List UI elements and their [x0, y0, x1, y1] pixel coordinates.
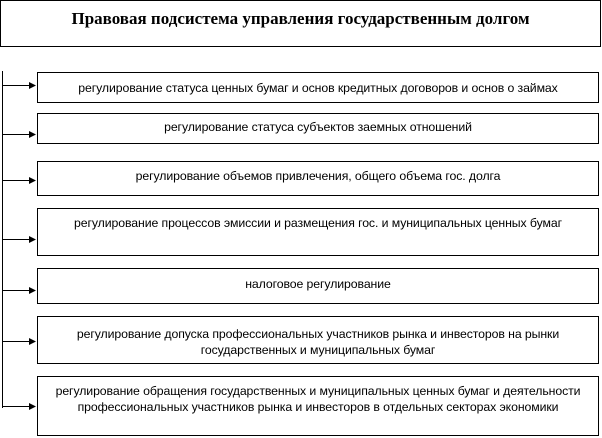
- regulation-item-label: регулирование обращения государственных и муниципальных ценных бумаг и деятельности профессиональных участников рынка и инвесторов в отдельных секторах экономики: [55, 384, 581, 414]
- arrow-icon: [2, 402, 36, 411]
- regulation-item-5: [37, 268, 599, 304]
- regulation-item-4: [37, 208, 599, 256]
- regulation-item-6: [37, 316, 599, 364]
- regulation-item-2: [37, 113, 599, 144]
- regulation-item-label: налоговое регулирование: [245, 277, 391, 291]
- diagram-title-box: [0, 0, 601, 47]
- regulation-item-label: регулирование объемов привлечения, общего объема гос. долга: [135, 169, 501, 183]
- regulation-item-3: [37, 161, 599, 196]
- arrow-icon: [2, 81, 36, 90]
- regulation-item-7: [37, 376, 599, 436]
- arrow-icon: [2, 337, 36, 346]
- arrow-icon: [2, 130, 36, 139]
- arrow-icon: [2, 235, 36, 244]
- arrow-icon: [2, 286, 36, 295]
- arrow-icon: [2, 176, 36, 185]
- regulation-item-1: [37, 72, 599, 103]
- regulation-item-label: регулирование процессов эмиссии и размещения гос. и муниципальных ценных бумаг: [74, 216, 562, 230]
- diagram-title: Правовая подсистема управления государственным долгом: [71, 9, 530, 28]
- regulation-item-label: регулирование допуска профессиональных участников рынка и инвесторов на рынки государственных и муниципальных бумаг: [76, 327, 560, 357]
- regulation-item-label: регулирование статуса субъектов заемных отношений: [164, 120, 472, 134]
- regulation-item-label: регулирование статуса ценных бумаг и основ кредитных договоров и основ о займах: [78, 80, 558, 95]
